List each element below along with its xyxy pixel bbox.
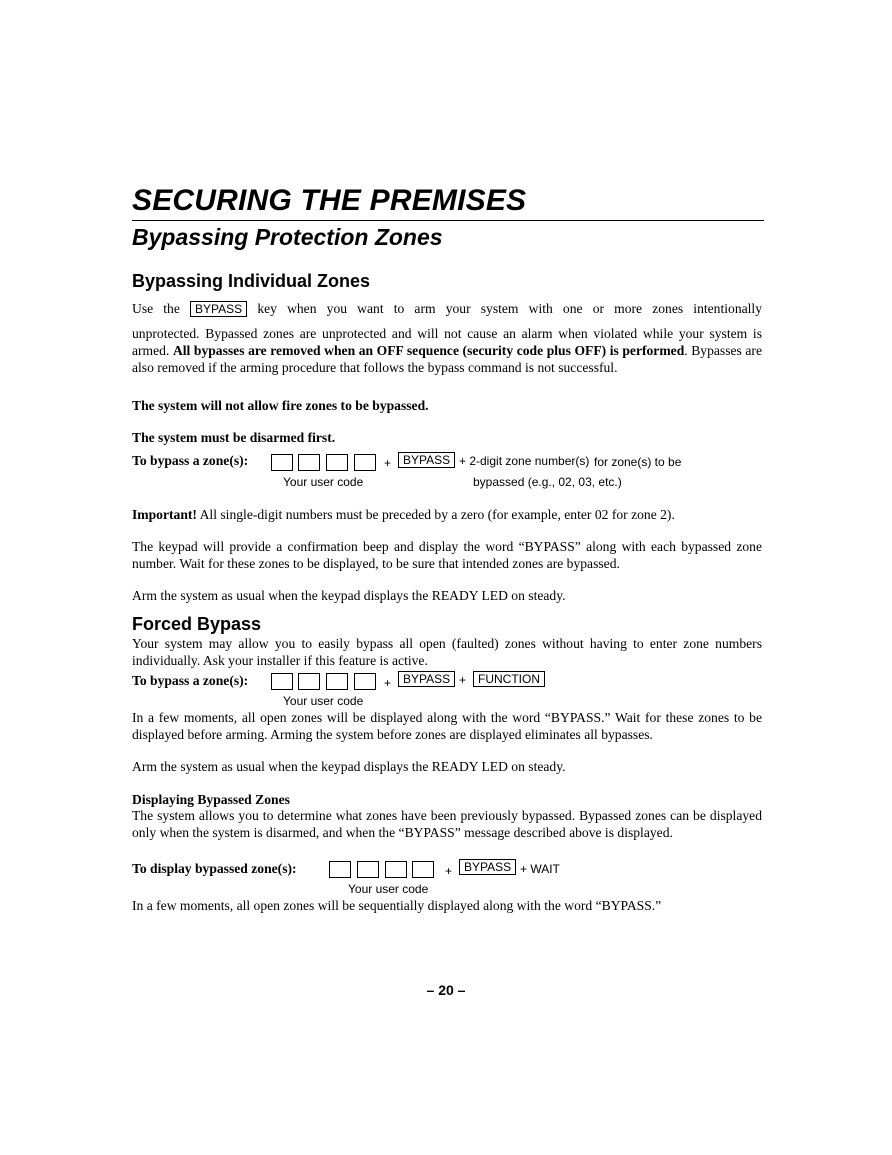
code-digit-box: [298, 673, 320, 690]
function-key: FUNCTION: [473, 671, 545, 687]
zone-example-note: bypassed (e.g., 02, 03, etc.): [473, 475, 622, 489]
disarm-first-note: The system must be disarmed first.: [132, 430, 336, 445]
paragraph-bypass-details: [132, 325, 762, 376]
section-heading-forced-bypass: Forced Bypass: [132, 614, 262, 634]
bypass-key: BYPASS: [190, 301, 247, 317]
page-subtitle: Bypassing Protection Zones: [132, 224, 443, 250]
section-heading-bypassing-individual-zones: Bypassing Individual Zones: [132, 271, 371, 291]
paragraph-arm-ready: Arm the system as usual when the keypad displays the READY LED on steady.: [132, 759, 566, 774]
paragraph-text: key when you want to arm your system with one or more zones intentionally: [257, 301, 762, 316]
sequence-label: To bypass a zone(s):: [132, 673, 249, 688]
paragraph-open-zones-displayed: In a few moments, all open zones will be displayed along with the word “BYPASS.” Wait for these zones to be displayed before arming. Arming the system before zones are displayed eliminates all bypasses.: [132, 710, 762, 742]
user-code-label: Your user code: [348, 882, 429, 896]
zone-number-text: + 2-digit zone number(s): [459, 454, 590, 468]
code-digit-box: [298, 454, 320, 471]
code-digit-box: [326, 454, 348, 471]
user-code-label: Your user code: [283, 475, 364, 489]
code-digit-box: [385, 861, 407, 878]
paragraph-confirmation-beep: The keypad will provide a confirmation beep and display the word “BYPASS” along with each bypassed zone number. Wait for these zones to be displayed, to be sure that intended zones are bypassed.: [132, 539, 762, 571]
code-digit-box: [354, 454, 376, 471]
page-number: – 20 –: [426, 982, 466, 998]
code-digit-box: [412, 861, 434, 878]
plus-sign: +: [445, 864, 453, 878]
wait-text: + WAIT: [520, 862, 560, 876]
paragraph-text: . Bypasses are also removed if the arming procedure that follows the bypass command is not successful.: [132, 343, 762, 375]
important-label: Important!: [132, 507, 197, 522]
page-title: SECURING THE PREMISES: [132, 184, 527, 217]
bypass-key: BYPASS: [398, 671, 455, 687]
code-digit-box: [354, 673, 376, 690]
paragraph-use-bypass: [132, 300, 762, 317]
sequence-label: To display bypassed zone(s):: [132, 861, 297, 876]
bypass-key: BYPASS: [459, 859, 516, 875]
fire-zones-note: The system will not allow fire zones to be bypassed.: [132, 398, 429, 413]
code-digit-box: [271, 454, 293, 471]
bypass-key: BYPASS: [398, 452, 455, 468]
paragraph-arm-ready: Arm the system as usual when the keypad displays the READY LED on steady.: [132, 588, 566, 603]
paragraph-text: Use the: [132, 301, 180, 316]
code-digit-box: [329, 861, 351, 878]
paragraph-sequential-display: In a few moments, all open zones will be sequentially displayed along with the word “BYPASS.”: [132, 898, 662, 913]
paragraph-text: All single-digit numbers must be preceded by a zero (for example, enter 02 for zone 2).: [199, 507, 675, 522]
paragraph-display-bypassed: The system allows you to determine what zones have been previously bypassed. Bypassed zones can be displayed only when the system is disarmed, and when the “BYPASS” message described above is displayed.: [132, 808, 762, 840]
plus-sign: +: [384, 456, 392, 470]
code-digit-box: [271, 673, 293, 690]
plus-sign: +: [384, 676, 392, 690]
paragraph-bold-text: All bypasses are removed when an OFF sequence (security code plus OFF) is performed: [172, 343, 685, 358]
sequence-label: To bypass a zone(s):: [132, 453, 249, 468]
user-code-label: Your user code: [283, 694, 364, 708]
section-heading-displaying-bypassed-zones: Displaying Bypassed Zones: [132, 792, 290, 807]
paragraph-forced-bypass: Your system may allow you to easily bypass all open (faulted) zones without having to enter zone numbers individually. Ask your installer if this feature is active.: [132, 636, 762, 668]
zone-number-text: for zone(s) to be: [594, 455, 682, 469]
important-note: [132, 506, 762, 523]
code-digit-box: [357, 861, 379, 878]
code-digit-box: [326, 673, 348, 690]
title-rule: [132, 220, 764, 221]
plus-sign: +: [459, 673, 467, 687]
paragraph-text: unprotected. Bypassed zones are unprotected and will not cause an alarm when violated while your system is armed.: [132, 326, 762, 358]
